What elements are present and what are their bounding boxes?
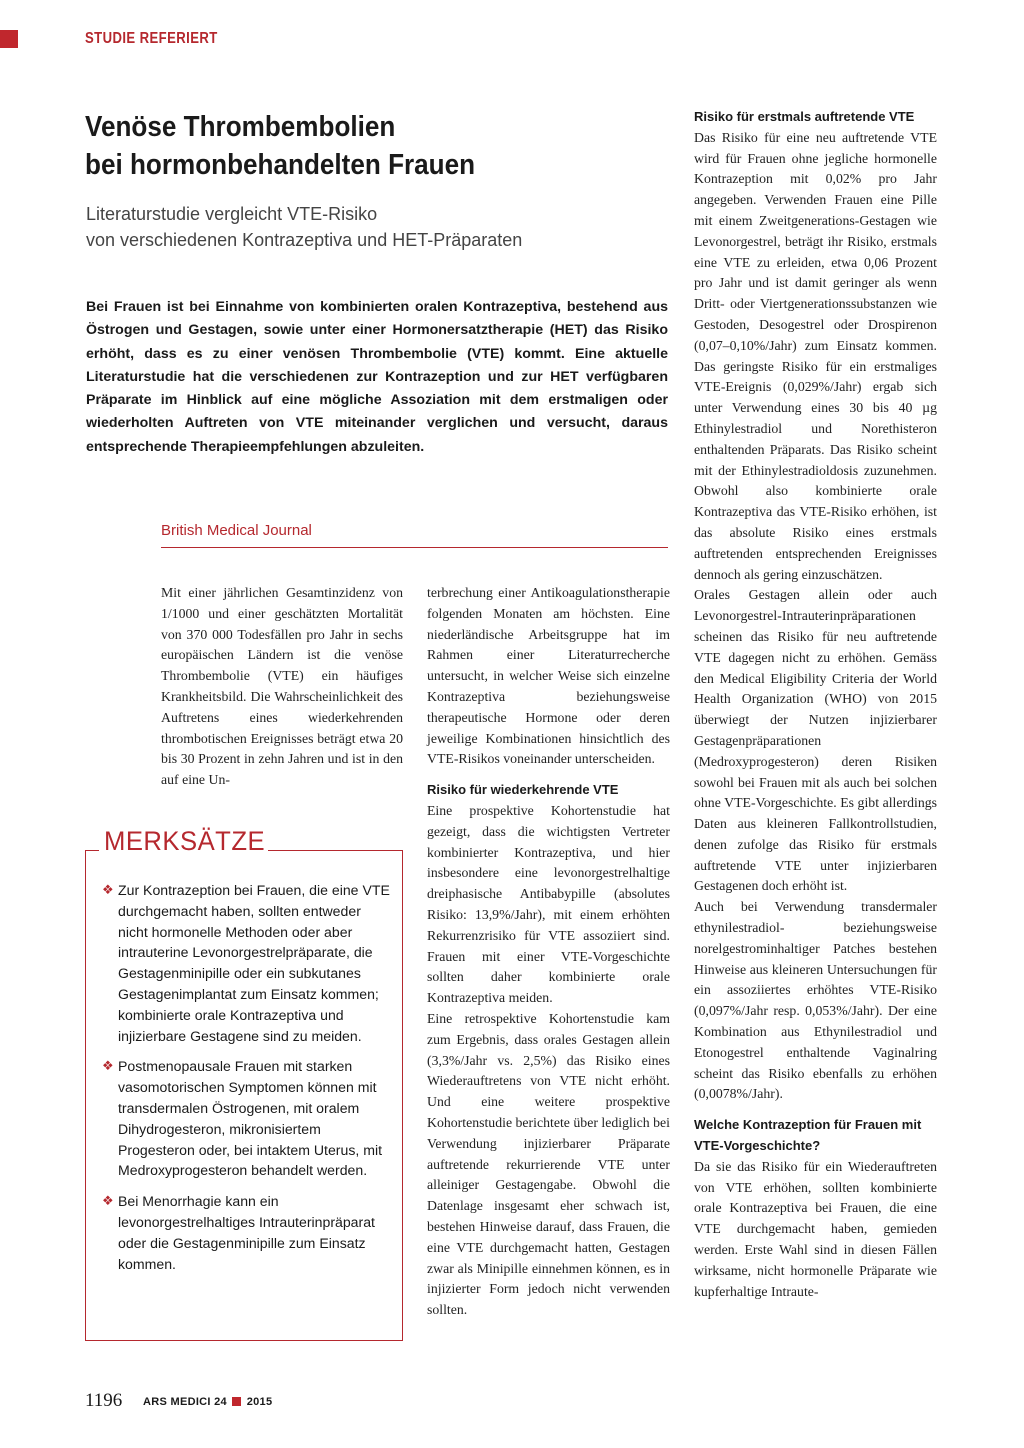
merksatz-text: Bei Menorrhagie kann ein levonorgestrelhaltiges Intrauterinpräparat oder die Gestagenminipille zum Einsatz kommen. — [118, 1193, 375, 1272]
diamond-bullet-icon: ❖ — [102, 1193, 114, 1209]
section-label: STUDIE REFERIERT — [85, 30, 218, 47]
diamond-bullet-icon: ❖ — [102, 1058, 114, 1074]
title-line: bei hormonbehandelten Frauen — [85, 149, 476, 181]
merksatz-item — [102, 1056, 390, 1181]
merksaetze-list — [102, 880, 390, 1284]
section-heading: Risiko für erstmals auftretende VTE — [694, 109, 915, 124]
footer-year: 2015 — [246, 1396, 273, 1408]
body-paragraph: terbrechung einer Antikoagulationstherapie folgenden Monaten am höchsten. Eine niederländische Arbeitsgruppe hat im Rahmen einer Literaturrecherche untersucht, in welcher Weise sich einzelne Kontrazeptiva beziehungsweise therapeutische Hormone oder deren jeweilige Kombinationen hinsichtlich des VTE-Risikos voneinander unterscheiden. — [427, 585, 670, 767]
body-paragraph: Eine retrospektive Kohortenstudie kam zum Ergebnis, dass orales Gestagen allein (3,3%/Jahr vs. 2,5%) das Risiko eines Wiederauftretens von VTE nicht erhöht. Und eine weitere prospektive Kohortenstudie berichtete über lediglich bei Verwendung injizierbarer Präparate auftretende rekurrierende VTE unter alleiniger Gestagengabe. Obwohl die Datenlage insgesamt eher schwach ist, bestehen Hinweise darauf, dass Frauen, die eine VTE durchgemacht hatten, Gestagen zwar als Minipille einnehmen können, es in injizierter Form jedoch nicht verwenden sollten. — [427, 1010, 670, 1318]
body-paragraph: Auch bei Verwendung transdermaler ethynilestradiol- beziehungsweise norelgestrominhaltiger Patches bestehen Hinweise aus kleineren Untersuchungen für ein assoziiertes erhöhtes VTE-Risiko (0,097%/Jahr resp. 0,053%/Jahr). Der eine Kombination aus Ethynilestradiol und Etonogestrel enthaltende Vaginalring scheint das Risiko ebenfalls zu erhöhen (0,0078%/Jahr). — [694, 899, 937, 1102]
article-subtitle — [86, 201, 666, 253]
article-title — [85, 108, 607, 184]
text-column-3 — [694, 107, 937, 1302]
merksatz-text: Zur Kontrazeption bei Frauen, die eine VTE durchgemacht haben, sollten entweder nicht hormonelle Methoden oder aber intrauterine Levonorgestrelpräparate, die Gestagenminipille oder ein subkutanes Gestagenimplantat zum Einsatz kommen; kombinierte orale Kontrazeptiva und injizierbare Gestagene sind zu meiden. — [118, 882, 390, 1044]
merksaetze-box-top-left — [85, 850, 99, 851]
body-paragraph: Mit einer jährlichen Gesamtinzidenz von 1/1000 und einer geschätzten Mortalität von 370 000 Todesfällen pro Jahr in sechs europäischen Ländern ist die venöse Thrombembolie (VTE) ein häufiges Krankheitsbild. Die Wahrscheinlichkeit des Auftretens eines wiederkehrenden thrombotischen Ereignisses beträgt etwa 20 bis 30 Prozent in zehn Jahren und ist in den auf eine Un- — [161, 585, 403, 788]
merksatz-item — [102, 1191, 390, 1274]
source-journal: British Medical Journal — [161, 522, 312, 539]
body-paragraph: Orales Gestagen allein oder auch Levonorgestrel-Intrauterinpräparationen scheinen das Risiko für neu auftretende VTE dagegen nicht zu erhöhen. Gemäss den Medical Eligibility Criteria der World Health Organization (WHO) von 2015 überwiegt der Nutzen injizierbarer Gestagenpräparationen (Medroxyprogesteron) deren Risiken sowohl bei Frauen mit als auch bei solchen ohne VTE-Vorgeschichte. Es gibt allerdings Daten aus kleineren Fallkontrollstudien, denen zufolge das Risiko für erstmals auftretende VTE unter injizierbaren Gestagenen doch erhöht ist. — [694, 587, 937, 894]
lead-paragraph: Bei Frauen ist bei Einnahme von kombinierten oralen Kontrazeptiva, bestehend aus Östrogen und Gestagen, sowie unter einer Hormonersatztherapie (HET) das Risiko erhöht, dass es zu einer venösen Thrombembolie (VTE) kommt. Eine aktuelle Literaturstudie hat die verschiedenen zur Kontrazeption und zur HET verfügbaren Präparate im Hinblick auf eine mögliche Assoziation mit dem erstmaligen oder wiederholten Auftreten von VTE miteinander verglichen und versucht, daraus entsprechende Therapieempfehlungen abzuleiten. — [86, 299, 668, 455]
subtitle-line: Literaturstudie vergleicht VTE-Risiko — [86, 204, 378, 224]
source-divider — [161, 547, 668, 548]
body-paragraph: Da sie das Risiko für ein Wiederauftreten von VTE erhöhen, sollten kombinierte orale Kontrazeptiva bei Frauen, die eine VTE durchgemacht haben, gemieden werden. Erste Wahl sind in diesen Fällen wirksame, nicht hormonelle Präparate wie kupferhaltige Intraute- — [694, 1158, 937, 1299]
diamond-bullet-icon: ❖ — [102, 882, 114, 897]
corner-mark — [0, 30, 18, 48]
page-number: 1196 — [85, 1390, 123, 1411]
section-heading: Risiko für wiederkehrende VTE — [427, 782, 619, 798]
footer-square-icon — [232, 1397, 241, 1406]
merksatz-item — [102, 880, 390, 1046]
footer-journal — [143, 1396, 272, 1408]
merksatz-text: Postmenopausale Frauen mit starken vasomotorischen Symptomen können mit transdermalen Östrogenen, mit oralem Dihydrogesteron, mikronisiertem Progesteron oder, bei intaktem Uterus, mit Medroxyprogesteron behandelt werden. — [118, 1058, 382, 1179]
body-paragraph: Eine prospektive Kohortenstudie hat gezeigt, dass die wichtigsten Vertreter kombinierter Kontrazeptiva, und hier insbesondere eine levonorgestrelhaltige dreiphasische Antibabypille (absolutes Risiko: 13,9%/Jahr), mit einem erhöhten Rekurrenzrisiko für VTE assoziiert sind. Frauen mit einer VTE-Vorgeschichte sollten daher kombinierte orale Kontrazeptiva meiden. — [427, 802, 670, 1006]
merksaetze-box-top-right — [268, 850, 402, 851]
subtitle-line: von verschiedenen Kontrazeptiva und HET-Präparaten — [86, 230, 523, 250]
body-paragraph: Das Risiko für eine neu auftretende VTE wird für Frauen ohne jegliche hormonelle Kontrazeption mit 0,02% pro Jahr angegeben. Verwenden Frauen eine Pille mit einem Zweitgenerations-Gestagen wie Levonorgestrel, beträgt ihr Risiko, erstmals eine VTE zu erleiden, etwa 0,06 Prozent pro Jahr und ist damit geringer als wenn Dritt- oder Viertgenerationssubstanzen wie Gestoden, Desogestrel oder Drospirenon (0,07–0,10%/Jahr) zum Einsatz kommen. Das geringste Risiko für ein erstmaliges VTE-Ereignis (0,029%/Jahr) ergab sich unter Verwendung eines 30 bis 40 µg Ethinylestradiol und Norethisteron enthaltenden Präparats. Das Risiko scheint mit der Ethinylestradioldosis zuzunehmen. Obwohl also kombinierte orale Kontrazeptiva das VTE-Risiko erhöhen, ist das absolute Risiko eines erstmals auftretenden entsprechenden Ereignisses dennoch als gering einzuschätzen. — [694, 129, 937, 582]
text-column-1 — [161, 583, 403, 791]
text-column-2 — [427, 583, 670, 1321]
section-heading: Welche Kontrazeption für Frauen mit VTE-Vorgeschichte? — [694, 1117, 922, 1154]
footer-journal-name: ARS MEDICI 24 — [143, 1396, 227, 1408]
title-line: Venöse Thrombembolien — [85, 111, 396, 143]
merksaetze-title: MERKSÄTZE — [104, 826, 266, 856]
